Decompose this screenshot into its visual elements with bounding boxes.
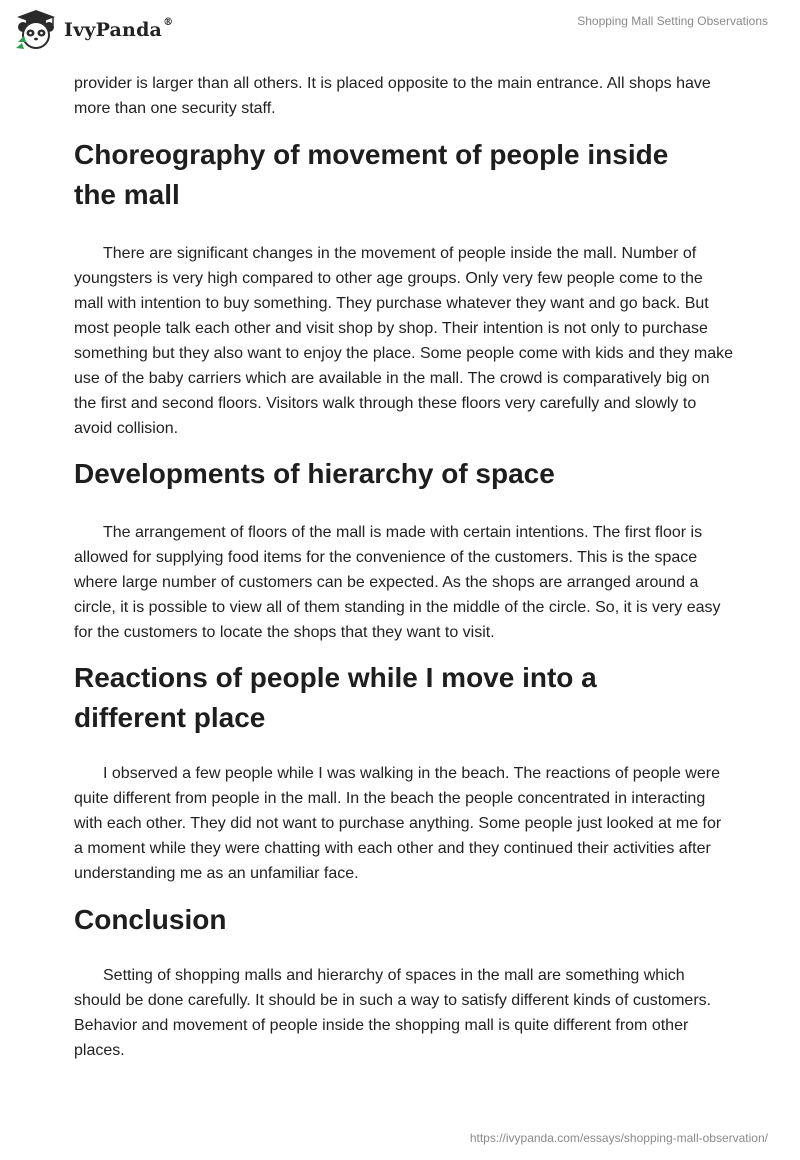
- source-url[interactable]: https://ivypanda.com/essays/shopping-mall-observation/: [469, 1131, 768, 1145]
- intro-paragraph: provider is larger than all others. It is placed opposite to the main entrance. All shops have more than one security staff.: [74, 75, 711, 117]
- section-heading-choreography: Choreography of movement of people inside the mall: [74, 139, 669, 210]
- section-heading-conclusion: Conclusion: [74, 904, 227, 935]
- section-heading-reactions: Reactions of people while I move into a different place: [74, 662, 597, 733]
- page-header: [0, 0, 800, 66]
- section-paragraph-conclusion: Setting of shopping malls and hierarchy of spaces in the mall are something which should be done carefully. It should be in such a way to satisfy different kinds of customers. Behavior and movement of people inside the shopping mall is quite different from other places.: [74, 967, 712, 1059]
- essay-body: [74, 71, 734, 1063]
- section-paragraph-choreography: There are significant changes in the movement of people inside the mall. Number of youngsters is very high compared to other age groups. Only very few people come to the mall with intention to buy something. They purchase whatever they want and go back. But most people talk each other and visit shop by shop. Their intention is not only to purchase something but they also want to enjoy the place. Some people come with kids and they make use of the baby carriers which are available in the mall. The crowd is comparatively big on the first and second floors. Visitors walk through these floors very carefully and slowly to avoid collision.: [74, 245, 734, 437]
- document-title: Shopping Mall Setting Observations: [577, 14, 768, 28]
- panda-graduate-icon: [14, 8, 58, 52]
- brand-logo[interactable]: [14, 8, 173, 52]
- section-paragraph-reactions: I observed a few people while I was walking in the beach. The reactions of people were quite different from people in the mall. In the beach the people concentrated in interacting with each other. They did not want to purchase anything. Some people just looked at me for a moment while they were chatting with each other and they continued their activities after understanding me as an unfamiliar face.: [74, 765, 722, 882]
- section-heading-hierarchy: Developments of hierarchy of space: [74, 458, 555, 489]
- brand-name: IvyPanda®: [64, 17, 174, 41]
- section-paragraph-hierarchy: The arrangement of floors of the mall is made with certain intentions. The first floor is allowed for supplying food items for the convenience of the customers. This is the space where large number of customers can be expected. As the shops are arranged around a circle, it is possible to view all of them standing in the middle of the circle. So, it is very easy for the customers to locate the shops that they want to visit.: [74, 524, 721, 641]
